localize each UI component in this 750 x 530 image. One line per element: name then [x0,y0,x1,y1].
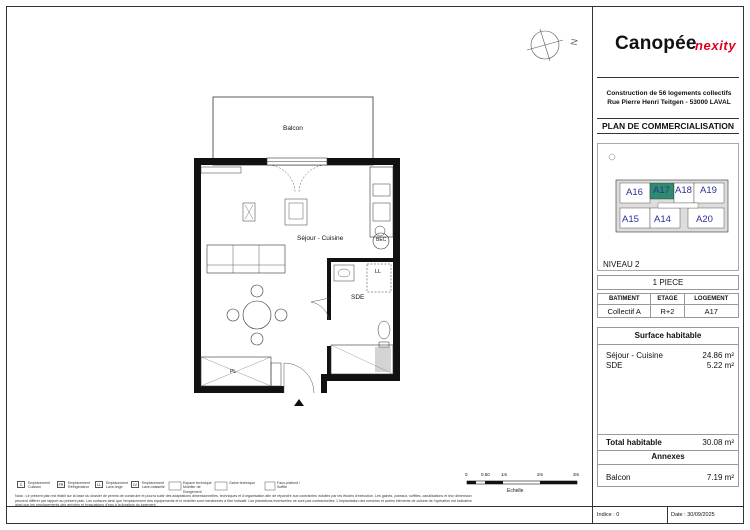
toilet [378,321,390,339]
annex-row [606,473,734,482]
key-unit-label: A14 [654,214,671,225]
project-line: Construction de 56 logements collectifs [606,90,732,97]
bec-label: BEC [376,237,387,243]
column-header: BATIMENT [598,294,651,305]
scale-tick-0: 0 [465,472,468,477]
scale-label: Echelle [507,488,524,494]
annex-name: Balcon [606,473,631,482]
room-area: 5.22 m² [706,361,734,370]
project-line: Rue Pierre Henri Teitgen - 53000 LAVAL [607,99,731,106]
table-cell: A17 [684,305,738,318]
room-row [606,351,734,360]
sofa [207,245,285,273]
column-header: ETAGE [651,294,684,305]
compass-north-label: N [568,37,580,47]
annex-area: 7.19 m² [706,473,734,482]
kitchen-counter [370,167,393,237]
column-header: LOGEMENT [684,294,738,305]
key-unit-label: A19 [700,185,717,196]
project-description [599,89,739,107]
pl-label: PL [230,369,237,375]
total-row [606,438,734,447]
scale-tick-1: 0.50 [481,472,490,477]
balcony-label: Balcon [283,125,303,132]
revision-index: Indice : 0 [597,512,620,518]
legend-symbol: C [17,481,25,488]
table-cell: R+2 [651,305,684,318]
footer-bar [7,506,743,524]
surface-table [597,327,739,487]
brand-nexity-logo: nexity [695,38,737,53]
brand-canopee-logo: Canopée [615,33,697,54]
scale-tick-3: 2m [537,472,544,477]
washbasin [334,265,354,281]
scale-tick-4: 3m [573,472,580,477]
legend-text: Emplacement Lave-linge [106,481,128,490]
scale-tick-2: 1m [501,472,508,477]
key-unit-label: A18 [675,185,692,196]
key-plan [597,143,739,271]
title-block [592,7,744,523]
disclaimer-line: Nota : Le présent plan est établi sur la base du dossier de permis de construire et pourra subir des adaptations dimensionnelles, techniques et d'organisation afin de répondre aux contraintes induites par les études d'exécution. Les gaines, poteaux, soffites, canalisations et leur dimension [15,494,472,498]
surface-header: Surface habitable [598,328,738,345]
legend-text: Faux-plafond / Soffite [277,481,300,490]
plan-sheet [6,6,744,524]
floor-plan [7,7,592,507]
exterior-walls [194,158,400,393]
unit-info-table [597,293,739,318]
legend-text: Gaine technique [229,481,256,485]
annexes-header: Annexes [651,452,685,461]
living-kitchen-label: Séjour - Cuisine [297,235,344,242]
table-cell: Collectif A [598,305,651,318]
disclaimer-line: ainsi que les emplacements des arrivées et évacuations d'eau à la livraison du logement. [15,503,157,507]
total-label: Total habitable [606,438,662,447]
revision-date: Date : 30/09/2025 [671,512,715,518]
floor-level: NIVEAU 2 [603,260,640,269]
ll-label: LL [375,269,382,275]
entrance-arrow-icon [294,399,304,406]
scale-bar [467,481,577,484]
room-row [606,361,734,370]
unit-info [597,275,739,318]
key-plan-drawing [598,144,738,270]
total-value: 30.08 m² [702,438,734,447]
key-compass-icon [609,154,615,160]
legend-text: Emplacement Cuisson [28,481,50,490]
key-unit-label: A17 [653,185,670,196]
room-name: Séjour - Cuisine [606,351,663,360]
legend-symbol: LL [97,483,101,487]
legend-text: Espace technique Mobilier de Rangement [183,481,212,494]
legend-text: Emplacement Réfrigérateur [68,481,90,490]
legend-symbol: LV [132,483,138,487]
room-name: SDE [606,361,623,370]
compass-icon [527,29,563,61]
room-area: 24.86 m² [702,351,734,360]
legend-symbol: FR [58,483,64,487]
key-unit-label: A20 [696,214,713,225]
dining-table [227,285,287,345]
disclaimer-line: peuvent différer par rapport au présent plan. Les surfaces ainsi que l'emplacement des équipements et le mobilier sont mentionnés à titre indicatif. Les plantations éventuelles ne sont pas contractuelles. L'implantation des meubles et autres éléments de cuisine de l'opération est indicative [15,498,472,503]
legend-text: Emplacement Lave-vaisselle [142,481,165,490]
sde-label: SDE [351,294,365,301]
unit-type: 1 PIECE [597,275,739,290]
key-unit-label: A16 [626,187,643,198]
plan-title: PLAN DE COMMERCIALISATION [597,118,739,134]
key-unit-label: A15 [622,214,639,225]
